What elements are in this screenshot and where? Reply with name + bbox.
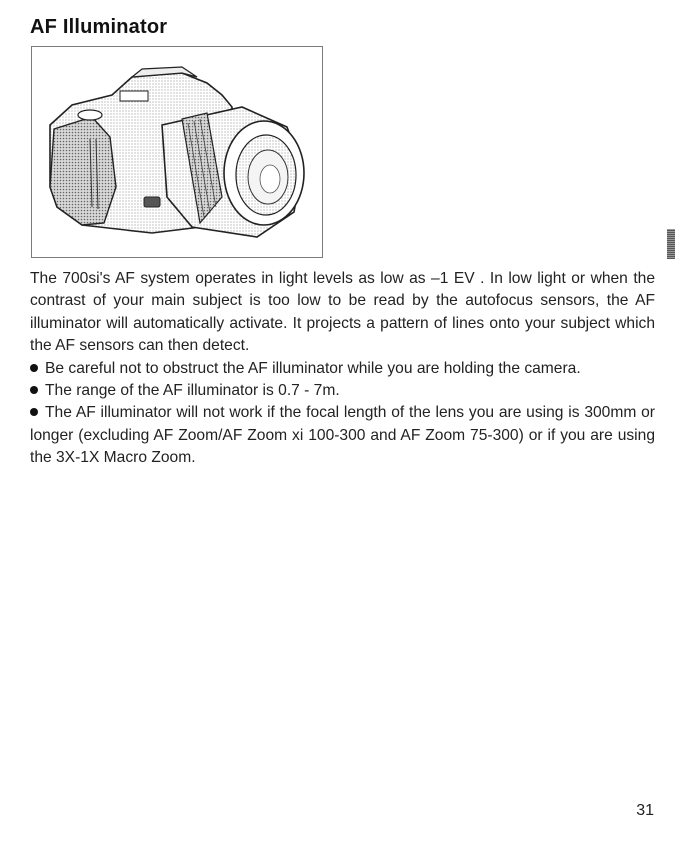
camera-icon bbox=[32, 47, 322, 257]
bullet-text: The AF illuminator will not work if the focal length of the lens you are using is 300mm or longer (excluding AF Zoom/AF Zoom xi 100-300 and AF Zoom 75-300) or if you are using the 3X-1X Macro Zoom. bbox=[30, 404, 655, 467]
bullet-item bbox=[30, 402, 655, 469]
section-tab-marker bbox=[667, 229, 675, 259]
bullet-item bbox=[30, 380, 655, 402]
bullet-dot-icon bbox=[30, 386, 38, 394]
bullet-dot-icon bbox=[30, 364, 38, 372]
bullet-item bbox=[30, 358, 655, 380]
camera-illustration bbox=[31, 46, 323, 258]
page-title: AF Illuminator bbox=[30, 16, 168, 38]
bullet-text: Be careful not to obstruct the AF illuminator while you are holding the camera. bbox=[45, 359, 581, 377]
page-number: 31 bbox=[636, 802, 654, 819]
intro-paragraph: The 700si's AF system operates in light levels as low as –1 EV . In low light or when the contrast of your main subject is too low to be read by the autofocus sensors, the AF illuminator will automatically activate. It projects a pattern of lines onto your subject which the AF sensors can then detect. bbox=[30, 270, 655, 355]
bullet-dot-icon bbox=[30, 408, 38, 416]
body-text bbox=[30, 268, 655, 470]
bullet-text: The range of the AF illuminator is 0.7 - 7m. bbox=[45, 382, 340, 400]
